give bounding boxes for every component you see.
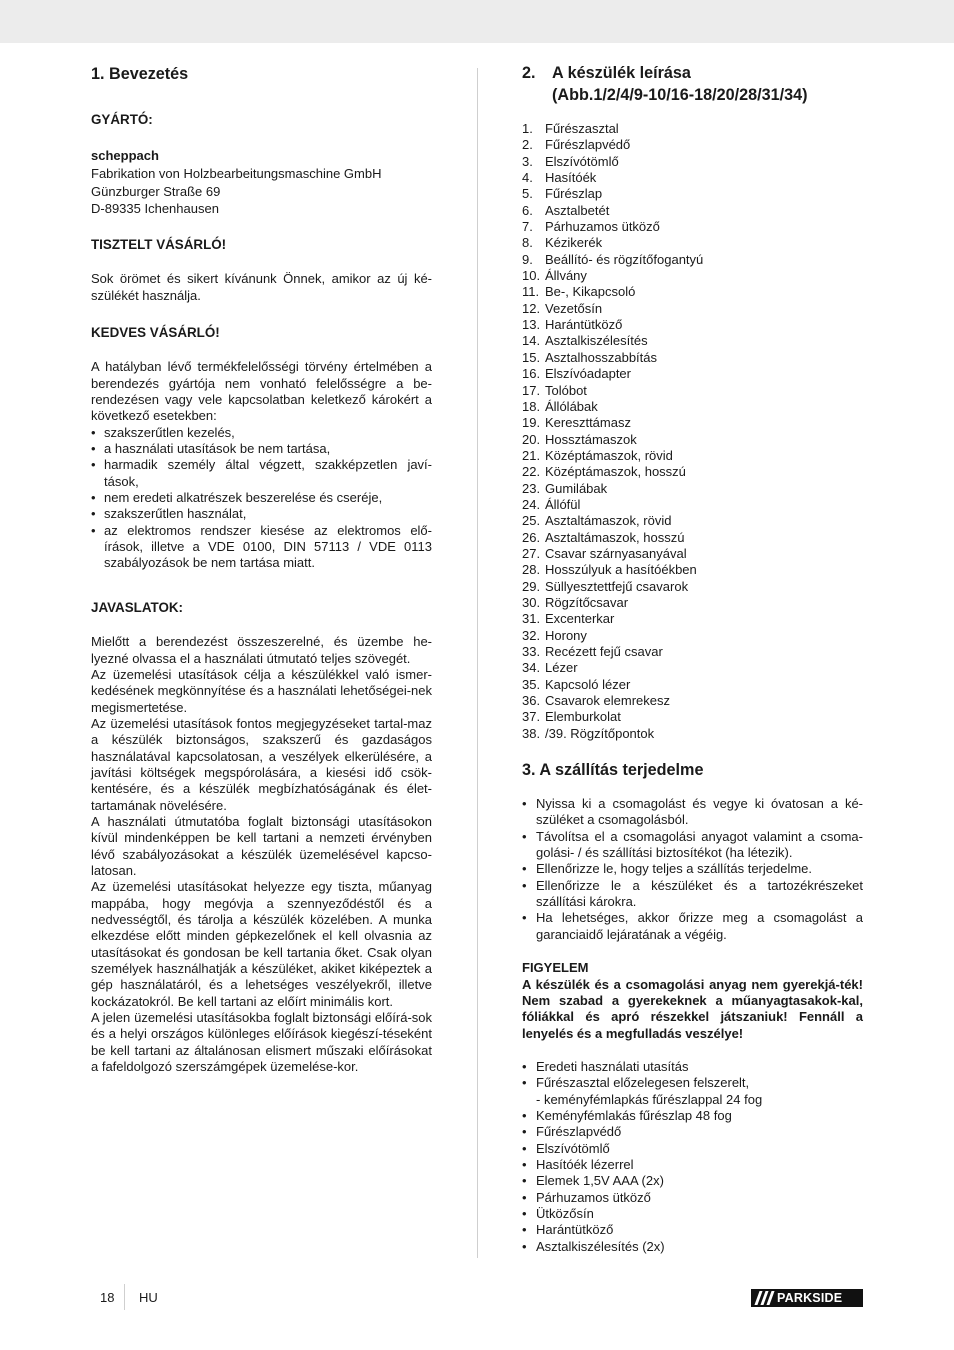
part-number: 36.: [522, 693, 541, 709]
part-number: 15.: [522, 349, 541, 365]
part-number: 4.: [522, 170, 533, 186]
part-label: Csavar szárnyasanyával: [545, 545, 687, 561]
top-bar: [0, 0, 954, 43]
part-number: 17.: [522, 382, 541, 398]
part-item: [522, 628, 863, 644]
part-number: 11.: [522, 284, 540, 300]
part-item: [522, 203, 863, 219]
address-line-3: D-89335 Ichenhausen: [91, 201, 219, 217]
part-label: Állófül: [545, 496, 581, 512]
page-number: 18: [100, 1290, 115, 1305]
list-item: • Fűrészlapvédő: [522, 1124, 863, 1140]
kind-customer-heading: KEDVES VÁSÁRLÓ!: [91, 324, 220, 340]
list-item: • Elemek 1,5V AAA (2x): [522, 1173, 863, 1189]
paragraph: Az üzemelési utasítások fontos megjegyzéseket tartal-maz a készülék biztonságos, szakszerű és gazdaságos használatával kapcsolatosan, a veszélyek elkerülésére, a javítási költségek megspórolására, a kiesési idő csök-kentésére, és a készülék megbízhatóságának és élet-tartamának növelésére.: [91, 715, 432, 813]
dear-customer-heading: TISZTELT VÁSÁRLÓ!: [91, 236, 227, 252]
part-item: [522, 366, 863, 382]
part-label: Középtámaszok, rövid: [545, 447, 673, 463]
recommendations-heading: JAVASLATOK:: [91, 599, 183, 615]
list-item: • az elektromos rendszer kiesése az elektromos elő-írások, illetve a VDE 0100, DIN 57113 / VDE 0113 szabályozások be nem tartása miatt.: [91, 523, 432, 572]
part-number: 22.: [522, 464, 541, 480]
part-item: [522, 235, 863, 251]
list-item: • szakszerűtlen használat,: [91, 506, 432, 522]
manufacturer-address: [91, 147, 432, 217]
list-item: • Harántütköző: [522, 1222, 863, 1238]
part-label: Hasítóék: [545, 170, 597, 186]
part-number: 37.: [522, 709, 541, 725]
section-title-text: A készülék leírása: [552, 64, 691, 82]
column-divider: [477, 68, 478, 1258]
part-label: Állvány: [545, 268, 587, 284]
list-item: • Eredeti használati utasítás: [522, 1059, 863, 1075]
part-label: Horony: [545, 627, 587, 643]
part-item: [522, 513, 863, 529]
part-item: [522, 611, 863, 627]
part-item: [522, 579, 863, 595]
part-number: 7.: [522, 219, 533, 235]
part-number: 5.: [522, 186, 533, 202]
part-item: [522, 709, 863, 725]
part-item: [522, 219, 863, 235]
part-item: [522, 170, 863, 186]
part-number: 10.: [522, 268, 541, 284]
part-number: 20.: [522, 431, 541, 447]
part-item: [522, 644, 863, 660]
address-line-1: Fabrikation von Holzbearbeitungsmaschine GmbH: [91, 166, 382, 181]
language-code: HU: [139, 1290, 158, 1305]
company-name: scheppach: [91, 148, 159, 164]
part-item: [522, 268, 863, 284]
part-number: 26.: [522, 529, 541, 545]
part-label: Fűrészlapvédő: [545, 137, 631, 153]
part-item: [522, 677, 863, 693]
part-item: [522, 432, 863, 448]
part-number: 35.: [522, 676, 541, 692]
part-label: Be-, Kikapcsoló: [545, 284, 636, 300]
list-item: • a használati utasítások be nem tartása,: [91, 441, 432, 457]
part-item: [522, 448, 863, 464]
part-item: [522, 562, 863, 578]
section-title-subtitle: [522, 84, 863, 106]
list-item: [522, 1075, 863, 1108]
part-number: 31.: [522, 611, 541, 627]
part-item: [522, 399, 863, 415]
part-number: 9.: [522, 251, 533, 267]
list-item: • Ha lehetséges, akkor őrizze meg a csomagolást a garanciaidő lejáratának a végéig.: [522, 910, 863, 943]
part-label: Asztalkiszélesítés: [545, 333, 648, 349]
contents-list: [522, 1059, 863, 1255]
part-label: Kézikerék: [545, 235, 603, 251]
warning-text: A készülék és a csomagolási anyag nem gyerekjá-ték! Nem szabad a gyerekeknek a műanyagtasakok-kal, fóliákkal és apró részekkel játszaniuk! Fennáll a lenyelés és a megfulladás veszélye!: [522, 976, 863, 1041]
part-number: 16.: [522, 366, 541, 382]
part-item: [522, 693, 863, 709]
part-label: Vezetősín: [545, 300, 603, 316]
part-label: Asztaltámaszok, rövid: [545, 513, 672, 529]
part-number: 1.: [522, 121, 533, 136]
part-number: 30.: [522, 594, 541, 610]
part-number: 34.: [522, 660, 541, 676]
part-label: Beállító- és rögzítőfogantyú: [545, 251, 704, 267]
part-item: [522, 284, 863, 300]
part-label: Excenterkar: [545, 611, 615, 627]
part-label: Asztalhosszabbítás: [545, 349, 658, 365]
part-item: [522, 317, 863, 333]
list-item: • Ellenőrizze le a készüléket és a tartozékrészeket szállítási károkra.: [522, 878, 863, 911]
part-number: 33.: [522, 644, 541, 659]
part-item: [522, 546, 863, 562]
section-number: 2.: [522, 64, 536, 82]
list-item-text: Fűrészasztal előzelegesen felszerelt,: [536, 1075, 750, 1091]
part-item: [522, 464, 863, 480]
warning-title: FIGYELEM: [522, 960, 589, 976]
warning-box: [522, 960, 863, 1042]
part-item: [522, 252, 863, 268]
part-number: 3.: [522, 153, 533, 169]
footer-divider: [124, 1284, 125, 1310]
part-label: Állólábak: [545, 398, 598, 414]
paragraph: Az üzemelési utasításokat helyezze egy tiszta, műanyag mappába, hogy megóvja a szennyeződéstől és a nedvességtől, és tárolja a készülék közelében. A munka elkezdése előtt minden gépkezelőnek el kell olvasnia az utasításokat és gondosan be kell tartania őket. Csak olyan személyek használhatják a készüléket, akiket kiképeztek a gép használatáról, és a lehetséges veszélyekről, illetve kockázatokról. Be kell tartani az előírt minimális kort.: [91, 879, 432, 1009]
part-item: [522, 301, 863, 317]
brand-logo: [751, 1289, 863, 1307]
part-item: [522, 154, 863, 170]
list-item: • Ütközősín: [522, 1206, 863, 1222]
part-number: 19.: [522, 415, 541, 431]
right-column: [522, 62, 863, 1255]
part-label: Csavarok elemrekesz: [545, 693, 670, 709]
part-number: 21.: [522, 447, 541, 463]
list-item: • Hasítóék lézerrel: [522, 1157, 863, 1173]
part-number: 12.: [522, 300, 541, 316]
section-title-delivery: 3. A szállítás terjedelme: [522, 761, 704, 780]
part-number: 27.: [522, 545, 541, 561]
part-number: 2.: [522, 137, 533, 153]
paragraph: Mielőtt a berendezést összeszerelné, és üzembe he-lyezné olvassa el a használati útmutató teljes szövegét.: [91, 634, 432, 666]
part-number: 38.: [522, 725, 541, 741]
part-item: [522, 186, 863, 202]
list-item-subtext: - keményfémlapkás fűrészlappal 24 fog: [536, 1091, 763, 1107]
part-label: Gumilábak: [545, 480, 608, 496]
part-item: [522, 415, 863, 431]
part-label: Harántütköző: [545, 317, 623, 333]
liability-list: [91, 425, 432, 572]
list-item: • Párhuzamos ütköző: [522, 1190, 863, 1206]
liability-intro: A hatályban lévő termékfelelősségi törvény értelmében a berendezés gyártója nem vonható felelősségre a be-rendezésen vagy vele kapcsolatban keletkező károkért a következő esetekben:: [91, 359, 432, 424]
part-number: 25.: [522, 513, 541, 529]
part-number: 29.: [522, 578, 541, 594]
list-item: • Elszívótömlő: [522, 1141, 863, 1157]
part-number: 8.: [522, 235, 533, 251]
part-item: [522, 121, 863, 137]
recommendations-text: [91, 634, 432, 1075]
part-label: Lézer: [545, 660, 578, 676]
part-number: 32.: [522, 627, 541, 643]
section-title-intro: 1. Bevezetés: [91, 65, 189, 83]
part-label: Hosszúlyuk a hasítóékben: [545, 562, 697, 578]
part-label: /39. Rögzítőpontok: [545, 725, 655, 741]
part-item: [522, 595, 863, 611]
part-label: Fűrészlap: [545, 186, 603, 202]
figure-reference: (Abb.1/2/4/9-10/16-18/20/28/31/34): [552, 86, 808, 104]
address-line-2: Günzburger Straße 69: [91, 183, 221, 199]
part-label: Fűrészasztal: [545, 121, 619, 136]
part-number: 23.: [522, 480, 541, 496]
part-label: Süllyesztettfejű csavarok: [545, 578, 689, 594]
part-item: [522, 350, 863, 366]
list-item: • Távolítsa el a csomagolási anyagot valamint a csoma-golási- / és szállítási biztosítékot (ha létezik).: [522, 829, 863, 862]
part-label: Tolóbot: [545, 382, 587, 398]
part-label: Asztaltámaszok, hosszú: [545, 529, 685, 545]
part-item: [522, 660, 863, 676]
part-label: Elszívóadapter: [545, 366, 631, 382]
list-item: • Ellenőrizze le, hogy teljes a szállítás terjedelme.: [522, 861, 863, 877]
part-label: Elemburkolat: [545, 709, 621, 725]
part-item: [522, 530, 863, 546]
part-label: Elszívótömlő: [545, 153, 619, 169]
list-item: • Nyissa ki a csomagolást és vegye ki óvatosan a ké-szüléket a csomagolásból.: [522, 796, 863, 829]
part-item: [522, 333, 863, 349]
list-item: • harmadik személy által végzett, szakképzetlen javí-tások,: [91, 457, 432, 490]
paragraph: A használati útmutatóba foglalt biztonsági utasításokon kívül mindenképpen be kell tartani a nemzeti érvényben lévő szabályozásokat a készülék üzemelésével kapcso-latosan.: [91, 813, 432, 878]
list-item: • Asztalkiszélesítés (2x): [522, 1239, 863, 1255]
list-item: • Keményfémlakás fűrészlap 48 fog: [522, 1108, 863, 1124]
part-number: 24.: [522, 496, 541, 512]
part-number: 18.: [522, 398, 541, 414]
list-item: • szakszerűtlen kezelés,: [91, 425, 432, 441]
part-number: 28.: [522, 562, 541, 578]
part-item: [522, 137, 863, 153]
part-label: Középtámaszok, hosszú: [545, 464, 686, 480]
part-label: Rögzítőcsavar: [545, 594, 629, 610]
section-title-description: [522, 62, 863, 84]
part-number: 6.: [522, 202, 533, 218]
greeting-paragraph: Sok örömet és sikert kívánunk Önnek, amikor az új ké-szülékét használja.: [91, 271, 432, 303]
part-label: Kapcsoló lézer: [545, 676, 631, 692]
part-item: [522, 497, 863, 513]
logo-stripes-icon: [754, 1289, 774, 1307]
delivery-steps-list: [522, 796, 863, 943]
part-number: 13.: [522, 317, 541, 333]
left-column: [91, 62, 432, 1075]
part-label: Hossztámaszok: [545, 431, 637, 447]
part-number: 14.: [522, 333, 541, 349]
part-item: [522, 383, 863, 399]
part-label: Recézett fejű csavar: [545, 644, 663, 659]
part-label: Asztalbetét: [545, 202, 610, 218]
manufacturer-heading: GYÁRTÓ:: [91, 112, 153, 127]
part-item: [522, 481, 863, 497]
list-item: • nem eredeti alkatrészek beszerelése és cseréje,: [91, 490, 432, 506]
paragraph: A jelen üzemelési utasításokba foglalt biztonsági előírá-sok és a helyi országos különleges előírások kiegészí-téseként be kell tartani az általánosan elismert műszaki előírásokat a fafeldolgozó szerszámgépek üzemelése-kor.: [91, 1010, 432, 1075]
part-label: Kereszttámasz: [545, 415, 631, 431]
part-item: [522, 726, 863, 742]
parts-list: [522, 121, 863, 742]
part-label: Párhuzamos ütköző: [545, 219, 660, 235]
brand-name: PARKSIDE: [777, 1291, 843, 1305]
paragraph: Az üzemelési utasítások célja a készülékkel való ismer-kedésének megkönnyítése és a használati lehetőségei-nek megismertetése.: [91, 666, 432, 715]
